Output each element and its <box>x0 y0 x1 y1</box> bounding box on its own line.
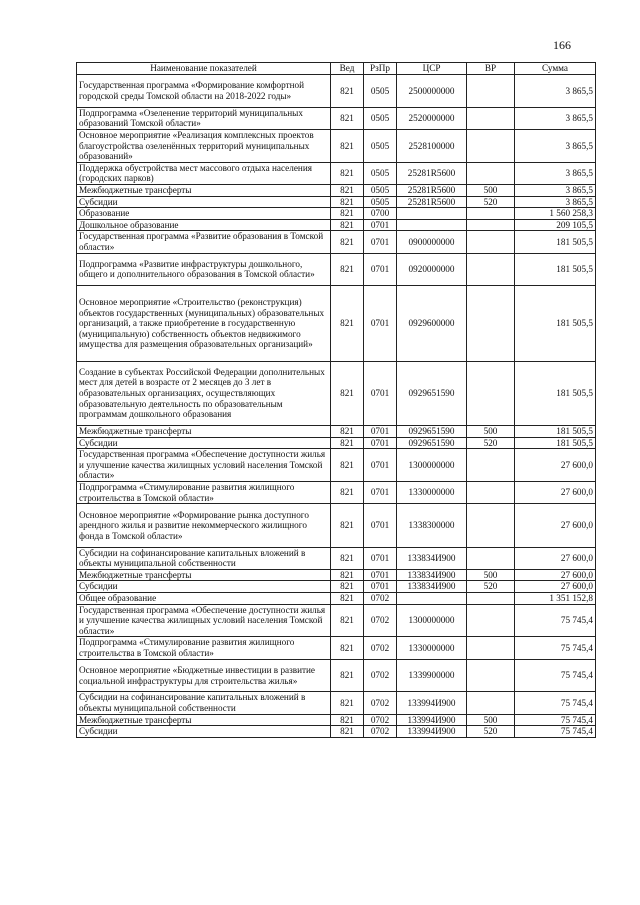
row-rzpr-cell: 0701 <box>364 581 397 593</box>
row-vr-cell <box>467 75 515 108</box>
row-csr-cell: 0929651590 <box>397 426 467 438</box>
row-name-cell: Государственная программа «Формирование комфортной городской среды Томской области на 2018-2022 годы» <box>77 75 331 108</box>
column-header-vr: ВР <box>467 63 515 75</box>
row-ved-cell: 821 <box>331 253 364 286</box>
row-sum-cell: 75 745,4 <box>515 637 596 659</box>
row-vr-cell: 520 <box>467 437 515 449</box>
row-csr-cell: 25281R5600 <box>397 162 467 184</box>
row-rzpr-cell: 0505 <box>364 129 397 162</box>
row-rzpr-cell: 0701 <box>364 504 397 547</box>
row-sum-cell: 75 745,4 <box>515 726 596 738</box>
column-header-ved: Вед <box>331 63 364 75</box>
row-csr-cell <box>397 208 467 220</box>
row-csr-cell: 133994И900 <box>397 726 467 738</box>
row-name-cell: Подпрограмма «Стимулирование развития жилищного строительства в Томской области» <box>77 637 331 659</box>
row-ved-cell: 821 <box>331 726 364 738</box>
row-name-cell: Основное мероприятие «Формирование рынка доступного арендного жилья и развитие некоммерческого жилищного фонда в Томской области» <box>77 504 331 547</box>
row-ved-cell: 821 <box>331 569 364 581</box>
row-name-cell: Основное мероприятие «Реализация комплексных проектов благоустройства озеленённых территорий муниципальных образований» <box>77 129 331 162</box>
table-row <box>77 437 596 449</box>
row-csr-cell: 133834И900 <box>397 569 467 581</box>
row-ved-cell: 821 <box>331 286 364 361</box>
row-rzpr-cell: 0701 <box>364 286 397 361</box>
column-header-sum: Сумма <box>515 63 596 75</box>
table-row <box>77 659 596 692</box>
row-name-cell: Межбюджетные трансферты <box>77 184 331 196</box>
row-sum-cell: 3 865,5 <box>515 129 596 162</box>
table-row <box>77 253 596 286</box>
table-row <box>77 726 596 738</box>
row-vr-cell: 520 <box>467 726 515 738</box>
row-csr-cell: 0929651590 <box>397 437 467 449</box>
row-name-cell: Межбюджетные трансферты <box>77 569 331 581</box>
column-header-csr: ЦСР <box>397 63 467 75</box>
table-row <box>77 569 596 581</box>
row-sum-cell: 3 865,5 <box>515 75 596 108</box>
row-ved-cell: 821 <box>331 231 364 253</box>
column-header-name: Наименование показателей <box>77 63 331 75</box>
row-rzpr-cell: 0702 <box>364 714 397 726</box>
table-row <box>77 129 596 162</box>
table-row <box>77 581 596 593</box>
row-vr-cell <box>467 692 515 714</box>
row-vr-cell <box>467 547 515 569</box>
row-name-cell: Подпрограмма «Озеленение территорий муниципальных образований Томской области» <box>77 107 331 129</box>
table-header <box>77 63 596 75</box>
row-ved-cell: 821 <box>331 208 364 220</box>
row-csr-cell: 1338300000 <box>397 504 467 547</box>
table-row <box>77 426 596 438</box>
row-sum-cell: 27 600,0 <box>515 581 596 593</box>
row-rzpr-cell: 0701 <box>364 361 397 426</box>
table-row <box>77 107 596 129</box>
row-rzpr-cell: 0702 <box>364 604 397 637</box>
row-rzpr-cell: 0701 <box>364 426 397 438</box>
row-csr-cell: 2520000000 <box>397 107 467 129</box>
page-number: 166 <box>553 38 571 52</box>
row-sum-cell: 27 600,0 <box>515 482 596 504</box>
row-vr-cell <box>467 659 515 692</box>
row-name-cell: Межбюджетные трансферты <box>77 426 331 438</box>
row-vr-cell: 520 <box>467 196 515 208</box>
row-rzpr-cell: 0505 <box>364 196 397 208</box>
row-sum-cell: 181 505,5 <box>515 253 596 286</box>
row-vr-cell <box>467 604 515 637</box>
row-name-cell: Субсидии <box>77 196 331 208</box>
row-rzpr-cell: 0701 <box>364 253 397 286</box>
row-sum-cell: 27 600,0 <box>515 569 596 581</box>
row-rzpr-cell: 0505 <box>364 162 397 184</box>
row-name-cell: Подпрограмма «Развитие инфраструктуры дошкольного, общего и дополнительного образования в Томской области» <box>77 253 331 286</box>
row-name-cell: Субсидии на софинансирование капитальных вложений в объекты муниципальной собственности <box>77 547 331 569</box>
table-row <box>77 547 596 569</box>
row-rzpr-cell: 0701 <box>364 437 397 449</box>
row-name-cell: Дошкольное образование <box>77 219 331 231</box>
row-name-cell: Поддержка обустройства мест массового отдыха населения (городских парков) <box>77 162 331 184</box>
row-vr-cell: 500 <box>467 184 515 196</box>
row-ved-cell: 821 <box>331 75 364 108</box>
row-vr-cell <box>467 219 515 231</box>
row-ved-cell: 821 <box>331 219 364 231</box>
row-rzpr-cell: 0701 <box>364 569 397 581</box>
row-csr-cell: 133834И900 <box>397 547 467 569</box>
row-csr-cell: 133834И900 <box>397 581 467 593</box>
table-row <box>77 162 596 184</box>
row-sum-cell: 27 600,0 <box>515 449 596 482</box>
row-csr-cell: 133994И900 <box>397 714 467 726</box>
table-row <box>77 75 596 108</box>
row-ved-cell: 821 <box>331 437 364 449</box>
row-name-cell: Основное мероприятие «Бюджетные инвестиции в развитие социальной инфраструктуры для строительства жилья» <box>77 659 331 692</box>
row-vr-cell <box>467 129 515 162</box>
row-name-cell: Межбюджетные трансферты <box>77 714 331 726</box>
row-csr-cell: 1330000000 <box>397 637 467 659</box>
row-name-cell: Общее образование <box>77 593 331 605</box>
row-ved-cell: 821 <box>331 162 364 184</box>
row-ved-cell: 821 <box>331 581 364 593</box>
row-sum-cell: 181 505,5 <box>515 437 596 449</box>
row-sum-cell: 1 351 152,8 <box>515 593 596 605</box>
row-name-cell: Основное мероприятие «Строительство (реконструкция) объектов государственных (муниципальных) образовательных организаций, а также приобретение в государственную (муниципальную) собственность объектов недвижимого имущества для размещения образовательных организаций» <box>77 286 331 361</box>
row-rzpr-cell: 0702 <box>364 692 397 714</box>
row-ved-cell: 821 <box>331 426 364 438</box>
row-vr-cell: 500 <box>467 569 515 581</box>
row-ved-cell: 821 <box>331 692 364 714</box>
row-name-cell: Субсидии <box>77 581 331 593</box>
row-ved-cell: 821 <box>331 637 364 659</box>
row-rzpr-cell: 0701 <box>364 449 397 482</box>
row-csr-cell: 0929651590 <box>397 361 467 426</box>
row-rzpr-cell: 0700 <box>364 208 397 220</box>
table-row <box>77 692 596 714</box>
table-row <box>77 286 596 361</box>
table-row <box>77 504 596 547</box>
table-row <box>77 196 596 208</box>
row-vr-cell <box>467 107 515 129</box>
row-ved-cell: 821 <box>331 714 364 726</box>
row-sum-cell: 75 745,4 <box>515 692 596 714</box>
row-name-cell: Государственная программа «Обеспечение доступности жилья и улучшение качества жилищных условий населения Томской области» <box>77 449 331 482</box>
row-sum-cell: 181 505,5 <box>515 361 596 426</box>
row-vr-cell <box>467 231 515 253</box>
row-vr-cell <box>467 208 515 220</box>
table-row <box>77 637 596 659</box>
row-csr-cell: 133994И900 <box>397 692 467 714</box>
row-csr-cell: 25281R5600 <box>397 196 467 208</box>
row-sum-cell: 3 865,5 <box>515 107 596 129</box>
row-vr-cell: 500 <box>467 426 515 438</box>
row-ved-cell: 821 <box>331 129 364 162</box>
row-vr-cell <box>467 286 515 361</box>
row-ved-cell: 821 <box>331 449 364 482</box>
row-rzpr-cell: 0505 <box>364 75 397 108</box>
row-rzpr-cell: 0505 <box>364 184 397 196</box>
row-rzpr-cell: 0702 <box>364 593 397 605</box>
table-row <box>77 231 596 253</box>
row-sum-cell: 3 865,5 <box>515 162 596 184</box>
row-ved-cell: 821 <box>331 593 364 605</box>
row-ved-cell: 821 <box>331 604 364 637</box>
row-csr-cell: 1300000000 <box>397 449 467 482</box>
row-ved-cell: 821 <box>331 482 364 504</box>
row-name-cell: Подпрограмма «Стимулирование развития жилищного строительства в Томской области» <box>77 482 331 504</box>
row-ved-cell: 821 <box>331 504 364 547</box>
row-rzpr-cell: 0702 <box>364 637 397 659</box>
row-rzpr-cell: 0702 <box>364 659 397 692</box>
row-rzpr-cell: 0701 <box>364 482 397 504</box>
row-vr-cell: 520 <box>467 581 515 593</box>
row-csr-cell <box>397 593 467 605</box>
row-ved-cell: 821 <box>331 196 364 208</box>
row-sum-cell: 27 600,0 <box>515 547 596 569</box>
row-vr-cell <box>467 482 515 504</box>
row-sum-cell: 181 505,5 <box>515 426 596 438</box>
row-name-cell: Субсидии <box>77 437 331 449</box>
row-sum-cell: 3 865,5 <box>515 184 596 196</box>
row-sum-cell: 181 505,5 <box>515 286 596 361</box>
table-row <box>77 184 596 196</box>
row-csr-cell: 25281R5600 <box>397 184 467 196</box>
row-name-cell: Образование <box>77 208 331 220</box>
row-vr-cell <box>467 162 515 184</box>
row-rzpr-cell: 0701 <box>364 219 397 231</box>
row-csr-cell: 0900000000 <box>397 231 467 253</box>
row-name-cell: Государственная программа «Обеспечение доступности жилья и улучшение качества жилищных условий населения Томской области» <box>77 604 331 637</box>
row-csr-cell: 2528100000 <box>397 129 467 162</box>
row-csr-cell: 0920000000 <box>397 253 467 286</box>
row-name-cell: Создание в субъектах Российской Федерации дополнительных мест для детей в возрасте от 2 месяцев до 3 лет в образовательных организациях, осуществляющих образовательную деятельность по образовательным программам дошкольного образования <box>77 361 331 426</box>
row-vr-cell <box>467 637 515 659</box>
row-ved-cell: 821 <box>331 361 364 426</box>
row-sum-cell: 75 745,4 <box>515 714 596 726</box>
table-row <box>77 219 596 231</box>
row-rzpr-cell: 0505 <box>364 107 397 129</box>
row-csr-cell: 1339900000 <box>397 659 467 692</box>
row-vr-cell <box>467 504 515 547</box>
row-sum-cell: 3 865,5 <box>515 196 596 208</box>
table-row <box>77 449 596 482</box>
table-body <box>77 75 596 738</box>
table-row <box>77 208 596 220</box>
row-csr-cell: 1300000000 <box>397 604 467 637</box>
row-sum-cell: 27 600,0 <box>515 504 596 547</box>
column-header-rzpr: РзПр <box>364 63 397 75</box>
row-rzpr-cell: 0702 <box>364 726 397 738</box>
row-csr-cell: 1330000000 <box>397 482 467 504</box>
table-row <box>77 593 596 605</box>
row-csr-cell: 0929600000 <box>397 286 467 361</box>
row-ved-cell: 821 <box>331 107 364 129</box>
table-row <box>77 361 596 426</box>
row-vr-cell: 500 <box>467 714 515 726</box>
row-ved-cell: 821 <box>331 547 364 569</box>
row-csr-cell: 2500000000 <box>397 75 467 108</box>
row-vr-cell <box>467 253 515 286</box>
row-ved-cell: 821 <box>331 659 364 692</box>
row-csr-cell <box>397 219 467 231</box>
row-name-cell: Государственная программа «Развитие образования в Томской области» <box>77 231 331 253</box>
row-sum-cell: 75 745,4 <box>515 604 596 637</box>
row-vr-cell <box>467 593 515 605</box>
table-row <box>77 482 596 504</box>
row-sum-cell: 1 560 258,3 <box>515 208 596 220</box>
row-rzpr-cell: 0701 <box>364 231 397 253</box>
table-row <box>77 714 596 726</box>
row-vr-cell <box>467 449 515 482</box>
table-row <box>77 604 596 637</box>
row-sum-cell: 209 105,5 <box>515 219 596 231</box>
row-vr-cell <box>467 361 515 426</box>
row-name-cell: Субсидии на софинансирование капитальных вложений в объекты муниципальной собственности <box>77 692 331 714</box>
row-rzpr-cell: 0701 <box>364 547 397 569</box>
row-ved-cell: 821 <box>331 184 364 196</box>
row-sum-cell: 181 505,5 <box>515 231 596 253</box>
budget-table <box>76 62 596 738</box>
row-sum-cell: 75 745,4 <box>515 659 596 692</box>
row-name-cell: Субсидии <box>77 726 331 738</box>
